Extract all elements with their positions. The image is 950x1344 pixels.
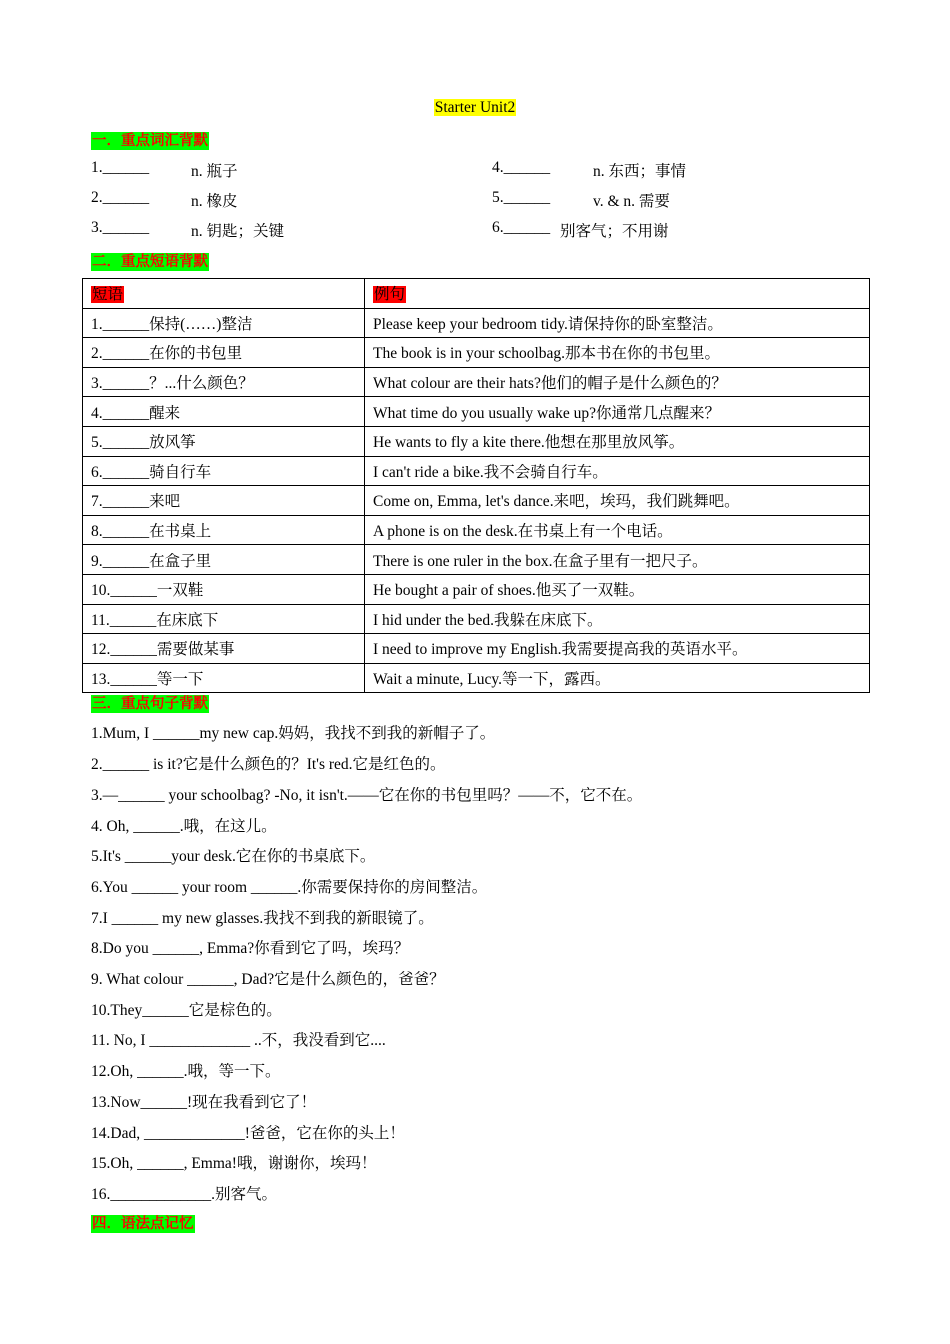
phrase-cell: 11.______在床底下 xyxy=(83,604,365,634)
example-cell: There is one ruler in the box.在盒子里有一把尺子。 xyxy=(365,545,870,575)
example-cell: Wait a minute, Lucy.等一下，露西。 xyxy=(365,663,870,693)
section-heading-vocab: 一．重点词汇背默 xyxy=(92,133,208,149)
column-header: 例句 xyxy=(365,279,870,309)
vocab-item-blank: 3.______ xyxy=(91,219,150,236)
example-cell: I need to improve my English.我需要提高我的英语水平。 xyxy=(365,634,870,664)
phrase-cell: 8.______在书桌上 xyxy=(83,515,365,545)
table-row xyxy=(83,308,870,338)
sentence-item: 14.Dad, _____________!爸爸，它在你的头上！ xyxy=(91,1125,405,1142)
sentence-item: 5.It's ______your desk.它在你的书桌底下。 xyxy=(91,848,376,865)
phrase-cell: 7.______来吧 xyxy=(83,486,365,516)
sentence-item: 3.—______ your schoolbag? -No, it isn't.——它在你的书包里吗？——不，它不在。 xyxy=(91,787,643,804)
sentence-item: 15.Oh, ______, Emma!哦，谢谢你，埃玛！ xyxy=(91,1155,377,1172)
example-cell: What time do you usually wake up?你通常几点醒来？ xyxy=(365,397,870,427)
vocab-item-blank: 1.______ xyxy=(91,159,150,176)
example-cell: What colour are their hats?他们的帽子是什么颜色的？ xyxy=(365,367,870,397)
phrase-cell: 3.______？...什么颜色？ xyxy=(83,367,365,397)
table-row xyxy=(83,456,870,486)
sentence-item: 1.Mum, I ______my new cap.妈妈，我找不到我的新帽子了。 xyxy=(91,725,496,742)
phrase-cell: 6.______骑自行车 xyxy=(83,456,365,486)
phrase-cell: 1.______保持(……)整洁 xyxy=(83,308,365,338)
vocab-row xyxy=(91,189,861,219)
vocab-item-definition: n. 钥匙；关键 xyxy=(191,223,285,240)
sentence-item: 9. What colour ______, Dad?它是什么颜色的，爸爸？ xyxy=(91,971,445,988)
example-cell: I can't ride a bike.我不会骑自行车。 xyxy=(365,456,870,486)
sentence-item: 10.They______它是棕色的。 xyxy=(91,1002,282,1019)
vocab-item-definition: 别客气；不用谢 xyxy=(560,223,669,240)
table-row xyxy=(83,545,870,575)
page-title: Starter Unit2 xyxy=(434,99,516,116)
table-header-row xyxy=(83,279,870,309)
example-cell: A phone is on the desk.在书桌上有一个电话。 xyxy=(365,515,870,545)
table-row xyxy=(83,426,870,456)
example-cell: The book is in your schoolbag.那本书在你的书包里。 xyxy=(365,338,870,368)
phrase-cell: 10.______一双鞋 xyxy=(83,574,365,604)
sentence-item: 2.______ is it?它是什么颜色的？It's red.它是红色的。 xyxy=(91,756,446,773)
phrase-cell: 5.______放风筝 xyxy=(83,426,365,456)
section-heading-sentences: 三．重点句子背默 xyxy=(92,696,208,712)
section-heading-grammar: 四．语法点记忆 xyxy=(92,1216,194,1232)
table-row xyxy=(83,397,870,427)
vocab-item-blank: 6.______ xyxy=(492,219,551,236)
vocab-row xyxy=(91,219,861,249)
table-row xyxy=(83,486,870,516)
vocab-item-blank: 4.______ xyxy=(492,159,551,176)
sentence-item: 8.Do you ______, Emma?你看到它了吗，埃玛？ xyxy=(91,940,410,957)
table-row xyxy=(83,663,870,693)
sentence-item: 11. No, I _____________ ..不，我没看到它.... xyxy=(91,1032,386,1049)
vocab-row xyxy=(91,159,861,189)
phrase-cell: 12.______需要做某事 xyxy=(83,634,365,664)
phrase-cell: 4.______醒来 xyxy=(83,397,365,427)
vocab-item-blank: 2.______ xyxy=(91,189,150,206)
section-heading-phrases: 二．重点短语背默 xyxy=(92,254,208,270)
table-row xyxy=(83,604,870,634)
vocab-item-definition: n. 橡皮 xyxy=(191,193,238,210)
example-cell: He wants to fly a kite there.他想在那里放风筝。 xyxy=(365,426,870,456)
phrase-cell: 2.______在你的书包里 xyxy=(83,338,365,368)
vocab-item-definition: n. 瓶子 xyxy=(191,163,238,180)
example-cell: He bought a pair of shoes.他买了一双鞋。 xyxy=(365,574,870,604)
sentence-item: 13.Now______!现在我看到它了！ xyxy=(91,1094,317,1111)
vocab-item-definition: n. 东西；事情 xyxy=(593,163,687,180)
phrase-cell: 13.______等一下 xyxy=(83,663,365,693)
column-header: 短语 xyxy=(83,279,365,309)
sentence-item: 6.You ______ your room ______.你需要保持你的房间整洁。 xyxy=(91,879,488,896)
table-row xyxy=(83,338,870,368)
example-cell: I hid under the bed.我躲在床底下。 xyxy=(365,604,870,634)
vocab-item-definition: v. & n. 需要 xyxy=(593,193,670,210)
example-cell: Please keep your bedroom tidy.请保持你的卧室整洁。 xyxy=(365,308,870,338)
sentence-item: 16._____________.别客气。 xyxy=(91,1186,278,1203)
table-row xyxy=(83,367,870,397)
sentence-item: 12.Oh, ______.哦，等一下。 xyxy=(91,1063,281,1080)
phrases-table xyxy=(82,278,870,693)
sentence-item: 7.I ______ my new glasses.我找不到我的新眼镜了。 xyxy=(91,910,434,927)
table-row xyxy=(83,634,870,664)
example-cell: Come on, Emma, let's dance.来吧，埃玛，我们跳舞吧。 xyxy=(365,486,870,516)
sentence-item: 4. Oh, ______.哦，在这儿。 xyxy=(91,818,277,835)
phrase-cell: 9.______在盒子里 xyxy=(83,545,365,575)
table-row xyxy=(83,574,870,604)
table-row xyxy=(83,515,870,545)
vocab-item-blank: 5.______ xyxy=(492,189,551,206)
